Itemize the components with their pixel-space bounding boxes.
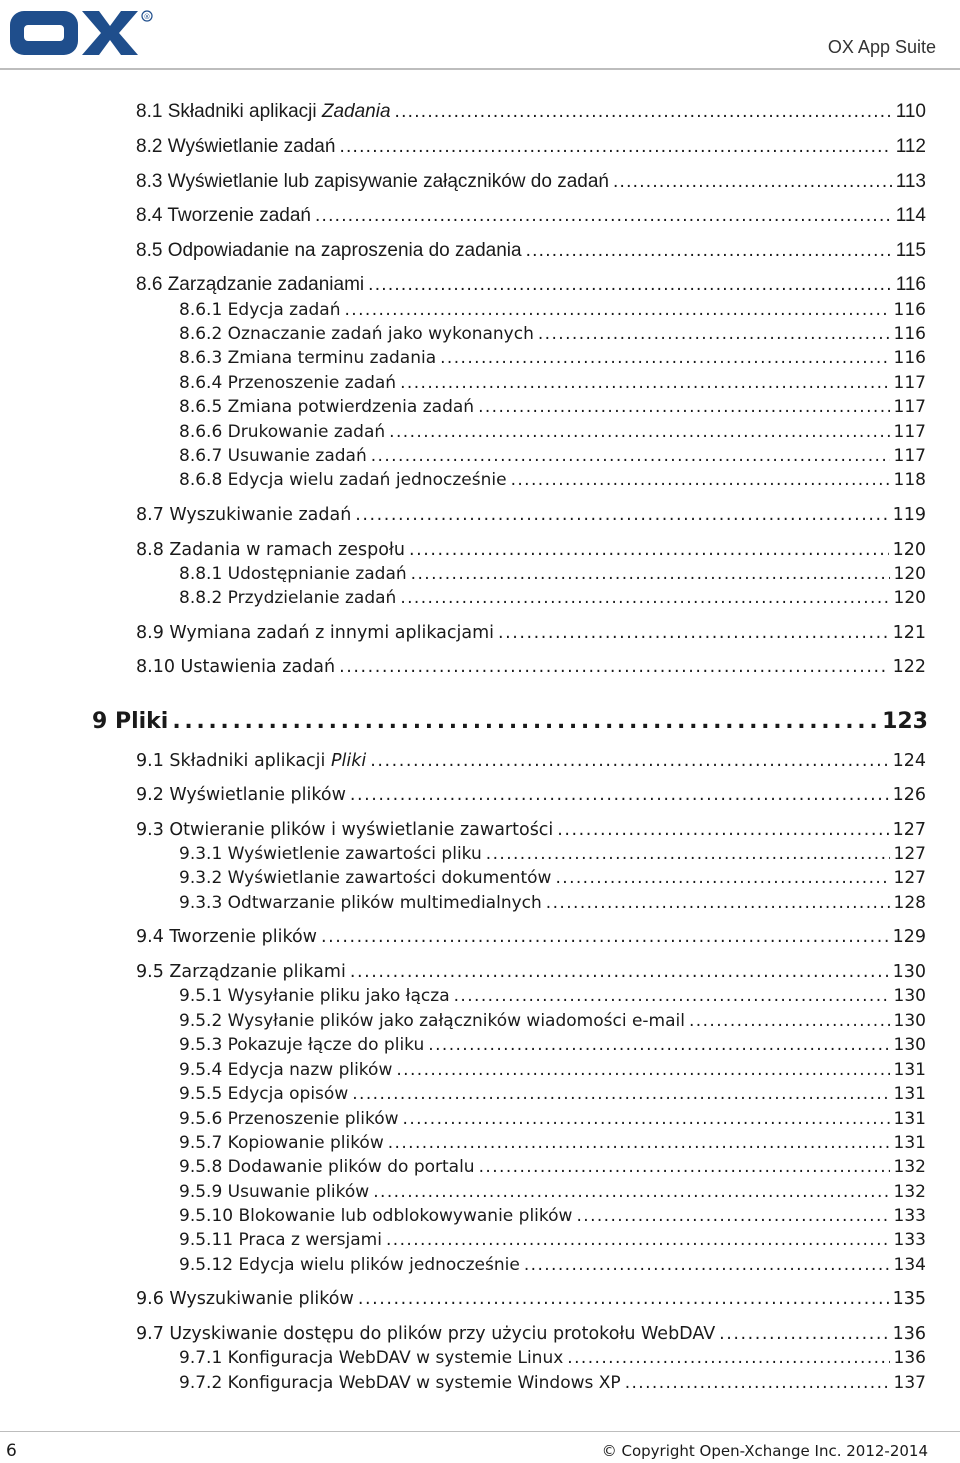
toc-entry-page: 131 [893,1109,926,1129]
toc-entry-label: 9 Pliki [92,709,169,734]
toc-entry-page: 129 [892,927,926,947]
toc-entry[interactable] [179,396,926,418]
toc-entry-page: 130 [892,962,926,982]
toc-entry-page: 131 [893,1084,926,1104]
toc-entry-label: 8.6.6 Drukowanie zadań [179,422,386,442]
toc-entry[interactable] [136,205,926,227]
toc-entry-label: 8.6.4 Przenoszenie zadań [179,373,397,393]
toc-entry-page: 126 [892,785,926,805]
toc-entry-label: 9.5.6 Przenoszenie plików [179,1109,399,1129]
toc-entry-page: 136 [892,1324,926,1344]
toc-entry[interactable] [136,784,926,806]
toc-entry[interactable] [179,1181,926,1203]
toc-entry[interactable] [179,985,926,1007]
toc-entry-page: 117 [893,446,926,466]
toc-entry[interactable] [136,750,926,772]
toc-entry[interactable] [179,1372,926,1394]
toc-chapter-entry[interactable] [92,711,928,733]
toc-entry-page: 123 [882,709,928,734]
toc-entry[interactable] [179,1108,926,1130]
registered-mark: ® [143,13,151,21]
toc-entry-label: 9.3.2 Wyświetlanie zawartości dokumentów [179,868,552,888]
toc-entry-page: 117 [893,397,926,417]
toc-entry-label: 9.5.7 Kopiowanie plików [179,1133,384,1153]
toc-entry-page: 116 [895,274,926,295]
toc-entry-page: 135 [892,1289,926,1309]
toc-entry-label: 9.1 Składniki aplikacji Pliki [136,751,367,771]
toc-entry[interactable] [179,867,926,889]
toc-entry-page: 116 [893,300,926,320]
toc-entry-page: 117 [893,373,926,393]
toc-entry-label: 8.6.5 Zmiana potwierdzenia zadań [179,397,475,417]
toc-entry-label: 9.5.8 Dodawanie plików do portalu [179,1157,475,1177]
toc-entry-label: 9.4 Tworzenie plików [136,927,317,947]
toc-entry-page: 110 [895,101,926,122]
toc-entry-page: 116 [893,348,926,368]
toc-entry[interactable] [136,622,926,644]
page-number: 6 [6,1441,17,1461]
toc-entry-page: 136 [893,1348,926,1368]
toc-entry-label: 8.8.1 Udostępnianie zadań [179,564,407,584]
toc-entry[interactable] [179,1254,926,1276]
toc-entry[interactable] [136,101,926,123]
footer-divider [0,1431,960,1432]
toc-entry-label: 9.3 Otwieranie plików i wyświetlanie zawartości [136,820,554,840]
toc-entry-label: 8.8.2 Przydzielanie zadań [179,588,397,608]
toc-entry[interactable] [179,1347,926,1369]
toc-entry-page: 120 [893,564,926,584]
toc-entry-page: 115 [895,240,926,261]
toc-entry-page: 119 [892,505,926,525]
toc-entry-page: 122 [892,657,926,677]
toc-entry-label: 8.3 Wyświetlanie lub zapisywanie załączników do zadań [136,171,609,192]
toc-entry-page: 113 [895,171,926,192]
toc-entry-label: 9.3.1 Wyświetlenie zawartości pliku [179,844,482,864]
toc-entry-label: 8.1 Składniki aplikacji Zadania [136,101,391,122]
toc-entry-page: 121 [892,623,926,643]
toc-entry[interactable] [136,274,926,296]
toc-entry-page: 127 [893,868,926,888]
toc-entry-label: 9.5.2 Wysyłanie plików jako załączników wiadomości e-mail [179,1011,685,1031]
toc-entry[interactable] [179,421,926,443]
toc-entry-label: 8.7 Wyszukiwanie zadań [136,505,352,525]
toc-entry-label: 8.6.2 Oznaczanie zadań jako wykonanych [179,324,534,344]
toc-entry[interactable] [136,926,926,948]
toc-entry[interactable] [179,1083,926,1105]
toc-entry[interactable] [136,240,926,262]
toc-entry-label: 8.6.7 Usuwanie zadań [179,446,367,466]
toc-entry-label: 8.9 Wymiana zadań z innymi aplikacjami [136,623,494,643]
toc-entry-label: 8.6.1 Edycja zadań [179,300,341,320]
toc-entry-label: 8.6.8 Edycja wielu zadań jednocześnie [179,470,507,490]
toc-entry[interactable] [179,843,926,865]
toc-entry-page: 130 [893,1011,926,1031]
toc-entry-label: 8.5 Odpowiadanie na zaproszenia do zadania [136,240,522,261]
toc-entry-page: 120 [892,540,926,560]
toc-entry-page: 130 [893,1035,926,1055]
toc-entry[interactable] [136,961,926,983]
toc-entry-page: 118 [893,470,926,490]
toc-entry[interactable] [179,372,926,394]
toc-entry-label: 9.5.9 Usuwanie plików [179,1182,370,1202]
toc-entry-page: 114 [895,205,926,226]
toc-entry[interactable] [179,1205,926,1227]
toc-entry[interactable] [179,445,926,467]
toc-entry-page: 137 [893,1373,926,1393]
toc-entry-label: 8.10 Ustawienia zadań [136,657,336,677]
toc-entry-label: 9.5.3 Pokazuje łącze do pliku [179,1035,425,1055]
toc-entry[interactable] [179,1132,926,1154]
toc-entry-page: 116 [893,324,926,344]
toc-entry[interactable] [179,347,926,369]
toc-entry-label: 9.5.10 Blokowanie lub odblokowywanie plików [179,1206,573,1226]
toc-entry-page: 128 [893,893,926,913]
toc-entry-label: 9.2 Wyświetlanie plików [136,785,346,805]
toc-entry[interactable] [136,504,926,526]
toc-entry-label: 9.5.5 Edycja opisów [179,1084,349,1104]
toc-entry[interactable] [136,1288,926,1310]
toc-entry[interactable] [136,136,926,158]
toc-entry-page: 134 [893,1255,926,1275]
toc-entry[interactable] [179,1034,926,1056]
toc-entry[interactable] [179,323,926,345]
toc-entry-page: 117 [893,422,926,442]
toc-entry-label: 9.5.1 Wysyłanie pliku jako łącza [179,986,450,1006]
toc-entry[interactable] [179,892,926,914]
toc-entry-label: 9.7.2 Konfiguracja WebDAV w systemie Windows XP [179,1373,621,1393]
toc-entry-page: 127 [892,820,926,840]
toc-entry-label: 8.2 Wyświetlanie zadań [136,136,336,157]
toc-entry-page: 131 [893,1060,926,1080]
toc-entry-page: 132 [893,1157,926,1177]
toc-entry-page: 131 [893,1133,926,1153]
toc-entry[interactable] [136,1323,926,1345]
toc-entry[interactable] [179,299,926,321]
toc-entry-label: 9.7 Uzyskiwanie dostępu do plików przy użyciu protokołu WebDAV [136,1324,716,1344]
toc-entry-label: 8.6.3 Zmiana terminu zadania [179,348,437,368]
toc-entry-label: 9.3.3 Odtwarzanie plików multimedialnych [179,893,542,913]
toc-entry-page: 130 [893,986,926,1006]
toc-entry[interactable] [179,587,926,609]
toc-entry-page: 112 [895,136,926,157]
toc-entry-label: 8.4 Tworzenie zadań [136,205,311,226]
toc-entry-label: 8.6 Zarządzanie zadaniami [136,274,365,295]
toc-entry[interactable] [179,1010,926,1032]
toc-entry-page: 120 [893,588,926,608]
toc-entry-label: 9.5.12 Edycja wielu plików jednocześnie [179,1255,520,1275]
toc-entry[interactable] [179,1156,926,1178]
copyright-notice: © Copyright Open-Xchange Inc. 2012-2014 [601,1442,928,1460]
toc-entry-page: 133 [893,1206,926,1226]
toc-entry-label: 9.5.11 Praca z wersjami [179,1230,382,1250]
toc-entry-page: 124 [892,751,926,771]
toc-entry-label: 9.5 Zarządzanie plikami [136,962,346,982]
app-title: OX App Suite [827,37,936,57]
toc-entry[interactable] [179,1229,926,1251]
toc-entry-page: 127 [893,844,926,864]
toc-entry[interactable] [136,171,926,193]
toc-entry[interactable] [136,656,926,678]
toc-entry-label: 8.8 Zadania w ramach zespołu [136,540,405,560]
toc-entry-label: 9.7.1 Konfiguracja WebDAV w systemie Linux [179,1348,564,1368]
toc-entry-label: 9.5.4 Edycja nazw plików [179,1060,393,1080]
toc-entry-page: 132 [893,1182,926,1202]
toc-entry-label: 9.6 Wyszukiwanie plików [136,1289,354,1309]
toc-entry[interactable] [179,563,926,585]
toc-entry[interactable] [136,539,926,561]
toc-entry[interactable] [179,469,926,491]
toc-entry[interactable] [179,1059,926,1081]
toc-entry-page: 133 [893,1230,926,1250]
toc-entry[interactable] [136,819,926,841]
